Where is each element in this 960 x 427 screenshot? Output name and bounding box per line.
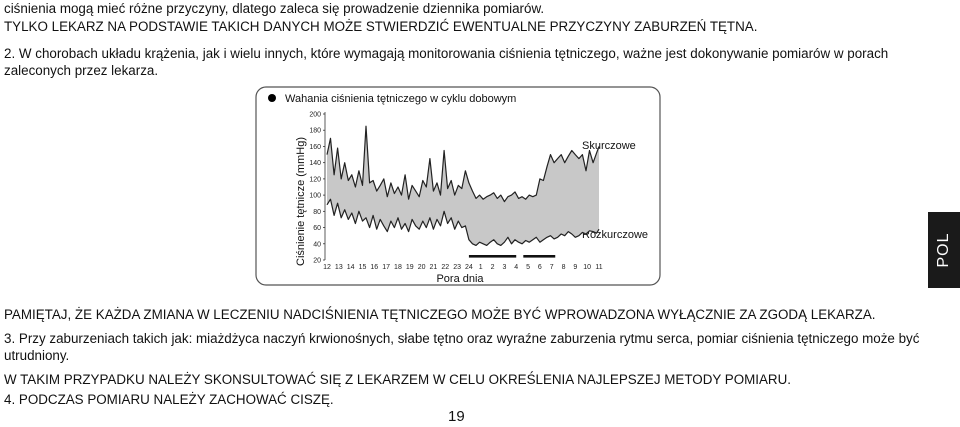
- x-tick-label: 5: [526, 264, 530, 271]
- x-tick-label: 8: [561, 264, 566, 271]
- x-tick-label: 19: [405, 264, 414, 271]
- point-2-line-2: zaleconych przez lekarza.: [4, 63, 159, 78]
- point-3-line-1: 3. Przy zaburzeniach takich jak: miażdżyca naczyń krwionośnych, słabe tętno oraz wyraźne zaburzenia rytmu serca, pomiar ciśnienia tętniczego może być: [4, 331, 920, 346]
- x-tick-label: 14: [346, 264, 355, 271]
- point-3-line-2: utrudniony.: [4, 348, 70, 363]
- blood-pressure-chart: [255, 86, 665, 290]
- x-tick-label: 12: [323, 264, 331, 271]
- point-2-line-1: 2. W chorobach układu krążenia, jak i wielu innych, które wymagają monitorowania ciśnienia tętniczego, ważne jest dokonywanie pomiarów w porach: [4, 46, 889, 61]
- label-systolic: Skurczowe: [582, 140, 636, 152]
- x-tick-label: 13: [334, 264, 343, 271]
- y-axis-label: Ciśnienie tętnicze (mmHg): [295, 137, 307, 266]
- x-tick-label: 6: [537, 264, 542, 271]
- y-tick-label: 20: [313, 257, 321, 265]
- sleep-period-bar: [523, 255, 555, 258]
- x-tick-label: 3: [502, 264, 507, 271]
- consult-line: W TAKIM PRZYPADKU NALEŻY SKONSULTOWAĆ SIĘ Z LEKARZEM W CELU OKREŚLENIA NAJLEPSZEJ METODY POMIARU.: [4, 372, 791, 387]
- x-tick-label: 21: [429, 264, 438, 271]
- x-tick-label: 23: [453, 264, 461, 271]
- point-4-line: 4. PODCZAS POMIARU NALEŻY ZACHOWAĆ CISZĘ.: [4, 392, 334, 407]
- x-tick-label: 11: [595, 264, 603, 271]
- x-tick-label: 18: [394, 264, 402, 271]
- bullet-icon: [268, 94, 276, 102]
- chart-title: Wahania ciśnienia tętniczego w cyklu dobowym: [285, 93, 517, 105]
- x-tick-label: 20: [417, 264, 426, 271]
- x-tick-label: 15: [358, 264, 367, 271]
- label-diastolic: Rozkurczowe: [582, 229, 649, 241]
- x-tick-label: 22: [441, 264, 450, 271]
- x-tick-label: 9: [573, 264, 578, 271]
- x-axis-label: Pora dnia: [436, 273, 484, 285]
- page-number: 19: [448, 408, 465, 425]
- language-tab: [928, 212, 960, 288]
- sleep-period-bar: [469, 255, 516, 258]
- x-tick-label: 1: [478, 264, 483, 271]
- y-tick-label: 80: [313, 208, 321, 216]
- y-tick-label: 140: [309, 160, 321, 168]
- reminder-line: PAMIĘTAJ, ŻE KAŻDA ZMIANA W LECZENIU NADCIŚNIENIA TĘTNICZEGO MOŻE BYĆ WPROWADZONA WYŁĄCZNIE ZA ZGODĄ LEKARZA.: [4, 307, 876, 322]
- language-tab-label: POL: [935, 232, 952, 268]
- y-tick-label: 60: [313, 225, 321, 233]
- x-tick-label: 2: [490, 264, 495, 271]
- intro-line: ciśnienia mogą mieć różne przyczyny, dlatego zaleca się prowadzenie dziennika pomiarów.: [4, 1, 545, 16]
- x-tick-label: 17: [382, 264, 391, 271]
- warning-line: TYLKO LEKARZ NA PODSTAWIE TAKICH DANYCH MOŻE STWIERDZIĆ EWENTUALNE PRZYCZYNY ZABURZEŃ TĘTNA.: [4, 19, 758, 34]
- y-tick-label: 100: [309, 192, 321, 200]
- x-tick-label: 24: [465, 264, 473, 271]
- x-tick-label: 10: [583, 264, 592, 271]
- x-tick-label: 16: [370, 264, 379, 271]
- x-tick-label: 4: [514, 264, 519, 271]
- y-tick-label: 40: [313, 241, 321, 249]
- y-tick-label: 180: [309, 127, 321, 135]
- y-tick-label: 160: [309, 143, 321, 151]
- y-tick-label: 200: [309, 111, 321, 119]
- x-tick-label: 7: [549, 264, 554, 271]
- y-tick-label: 120: [309, 176, 321, 184]
